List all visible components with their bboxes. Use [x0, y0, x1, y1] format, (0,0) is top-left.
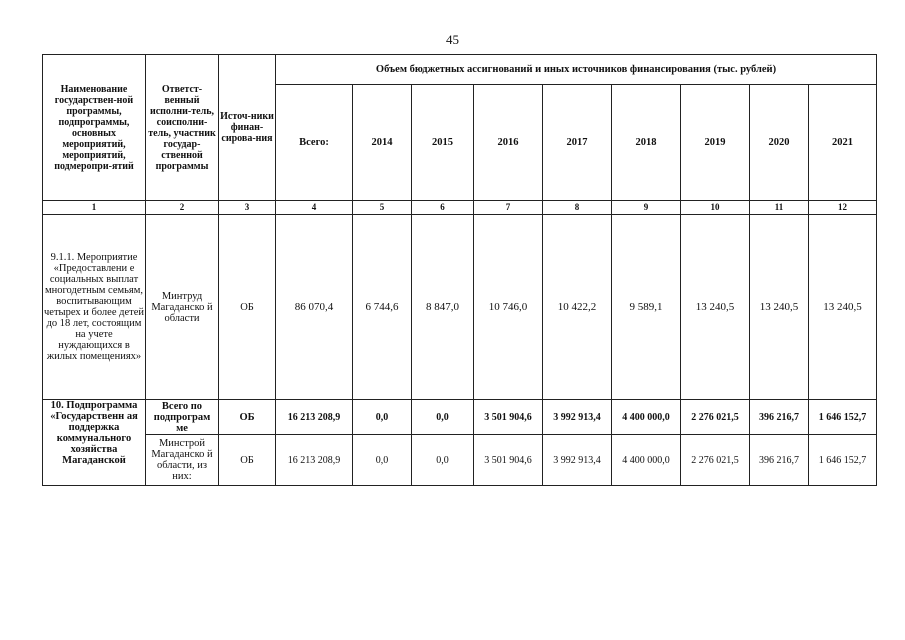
value-cell: 13 240,5: [809, 215, 877, 400]
column-number: 6: [412, 201, 474, 215]
value-cell: 6 744,6: [353, 215, 412, 400]
header-year: 2014: [353, 85, 412, 201]
column-number: 1: [43, 201, 146, 215]
value-cell: 1 646 152,7: [809, 400, 877, 435]
program-name-cell: 9.1.1. Мероприятие «Предоставлени е социальных выплат многодетным семьям, воспитывающим четырех и более детей до 18 лет, состоящим на учете нуждающихся в жилых помещениях»: [43, 215, 146, 400]
column-number: 12: [809, 201, 877, 215]
value-cell: 13 240,5: [750, 215, 809, 400]
header-year: 2016: [474, 85, 543, 201]
value-cell: 13 240,5: [681, 215, 750, 400]
column-number: 4: [276, 201, 353, 215]
source-cell: ОБ: [219, 435, 276, 486]
value-cell: 3 501 904,6: [474, 435, 543, 486]
header-funding-source: Источ-ники финан-сирова-ния: [219, 55, 276, 201]
value-cell: 9 589,1: [612, 215, 681, 400]
column-number: 11: [750, 201, 809, 215]
header-total: Всего:: [276, 85, 353, 201]
value-cell: 10 422,2: [543, 215, 612, 400]
financing-table: [42, 54, 877, 486]
header-year: 2019: [681, 85, 750, 201]
value-cell: 0,0: [412, 400, 474, 435]
header-budget-group: Объем бюджетных ассигнований и иных источников финансирования (тыс. рублей): [276, 55, 877, 85]
column-number: 2: [146, 201, 219, 215]
page-number: 45: [446, 32, 459, 47]
header-year: 2017: [543, 85, 612, 201]
responsible-cell: Минтруд Магаданско й области: [146, 215, 219, 400]
column-number: 5: [353, 201, 412, 215]
value-cell: 4 400 000,0: [612, 435, 681, 486]
value-cell: 2 276 021,5: [681, 400, 750, 435]
value-cell: 4 400 000,0: [612, 400, 681, 435]
value-cell: 16 213 208,9: [276, 435, 353, 486]
header-program-name: Наименование государствен-ной программы, подпрограммы, основных мероприятий, мероприятий, подмеропри-ятий: [43, 55, 146, 201]
column-number: 9: [612, 201, 681, 215]
source-cell: ОБ: [219, 215, 276, 400]
value-cell: 8 847,0: [412, 215, 474, 400]
value-cell: 396 216,7: [750, 435, 809, 486]
header-responsible: Ответст-венный исполни-тель, соисполни-тель, участник государ-ственной программы: [146, 55, 219, 201]
value-cell: 0,0: [353, 435, 412, 486]
table-row: [43, 400, 877, 435]
value-cell: 1 646 152,7: [809, 435, 877, 486]
value-cell: 0,0: [353, 400, 412, 435]
responsible-cell: Минстрой Магаданско й области, из них:: [146, 435, 219, 486]
column-numbers-row: [43, 201, 877, 215]
column-number: 3: [219, 201, 276, 215]
value-cell: 16 213 208,9: [276, 400, 353, 435]
column-number: 10: [681, 201, 750, 215]
program-name-cell: 10. Подпрограмма «Государственн ая поддержка коммунального хозяйства Магаданской: [43, 400, 146, 486]
header-year: 2020: [750, 85, 809, 201]
value-cell: 3 992 913,4: [543, 435, 612, 486]
header-year: 2018: [612, 85, 681, 201]
header-year: 2015: [412, 85, 474, 201]
column-number: 7: [474, 201, 543, 215]
value-cell: 3 992 913,4: [543, 400, 612, 435]
value-cell: 86 070,4: [276, 215, 353, 400]
responsible-cell: Всего по подпрограм ме: [146, 400, 219, 435]
value-cell: 0,0: [412, 435, 474, 486]
table-row: [43, 215, 877, 400]
column-number: 8: [543, 201, 612, 215]
header-year: 2021: [809, 85, 877, 201]
table-row: [43, 435, 877, 486]
value-cell: 396 216,7: [750, 400, 809, 435]
value-cell: 2 276 021,5: [681, 435, 750, 486]
source-cell: ОБ: [219, 400, 276, 435]
value-cell: 10 746,0: [474, 215, 543, 400]
value-cell: 3 501 904,6: [474, 400, 543, 435]
